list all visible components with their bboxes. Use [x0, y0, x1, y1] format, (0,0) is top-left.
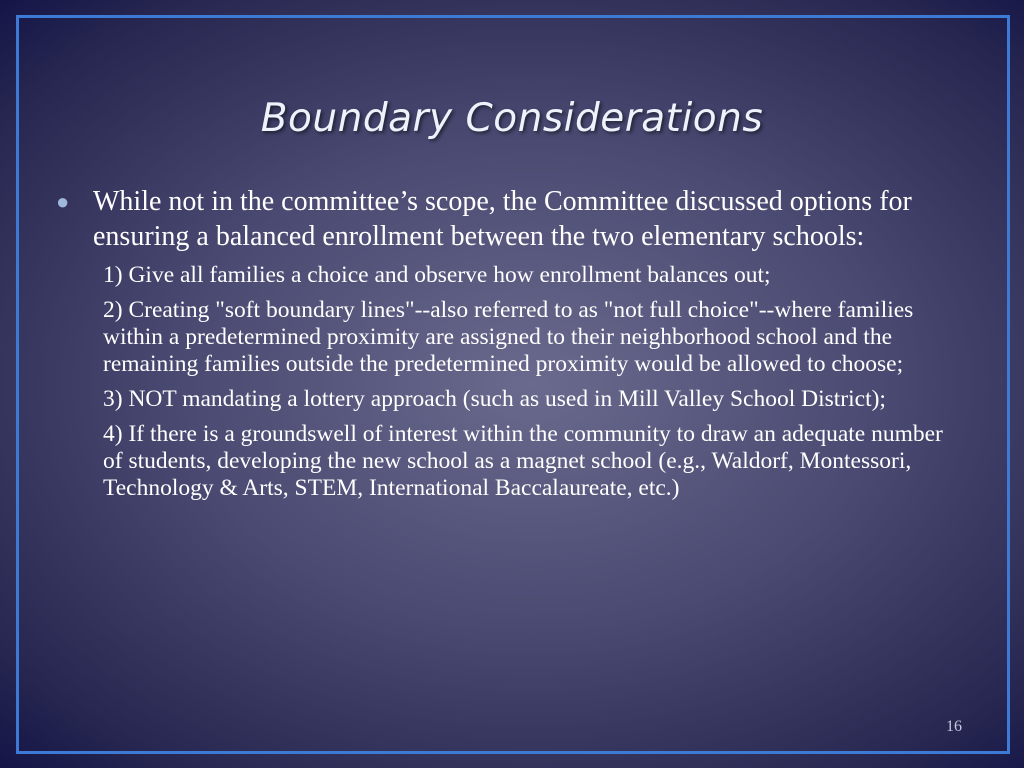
option-2: 2) Creating "soft boundary lines"--also referred to as "not full choice"--where families within a predetermined proximity are assigned to their neighborhood school and the remaining families outside the predetermined proximity would be allowed to choose;: [103, 297, 914, 377]
bullet-item: [56, 184, 966, 254]
slide-title: Boundary Considerations: [260, 96, 764, 141]
bullet-text: While not in the committee’s scope, the Committee discussed options for ensuring a balanced enrollment between the two elementary schools:: [93, 186, 912, 252]
bullet-dot-icon: ●: [56, 189, 70, 214]
option-1: 1) Give all families a choice and observe how enrollment balances out;: [103, 262, 771, 288]
slide-body: [56, 184, 966, 502]
option-3: 3) NOT mandating a lottery approach (such as used in Mill Valley School District);: [103, 386, 886, 412]
option-4: 4) If there is a groundswell of interest within the community to draw an adequate number of students, developing the new school as a magnet school (e.g., Waldorf, Montessori, Technology & Arts, STEM, International Baccalaureate, etc.): [103, 421, 943, 501]
page-number: 16: [946, 718, 962, 735]
